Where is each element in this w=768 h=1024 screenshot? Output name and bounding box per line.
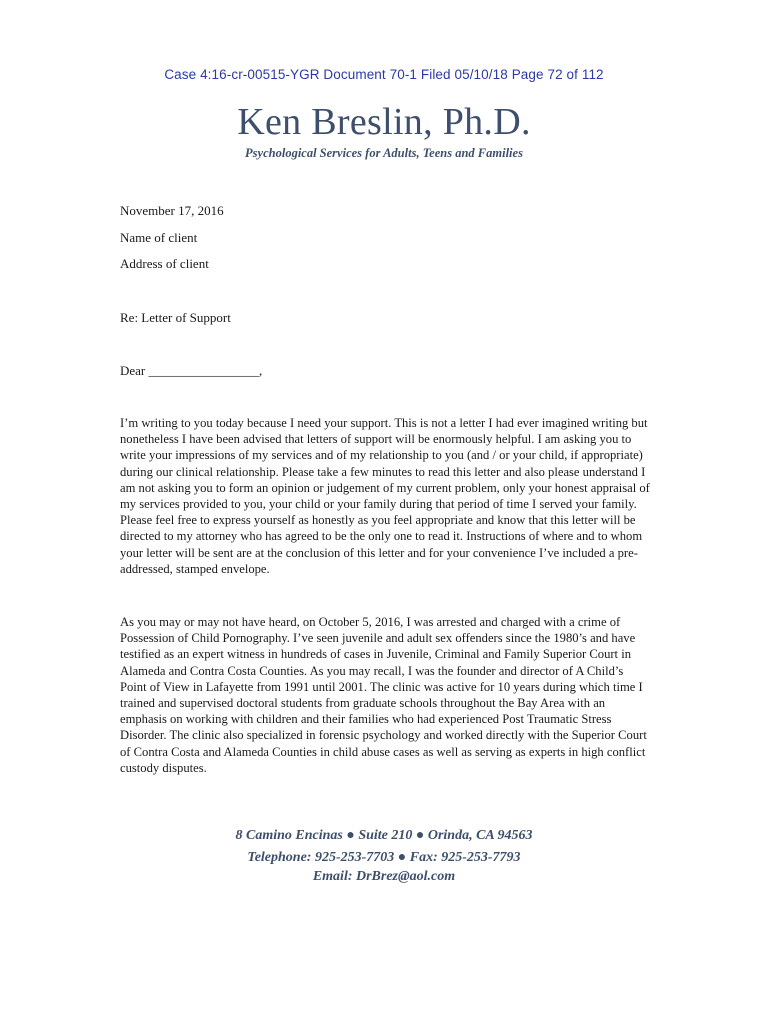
footer-address: 8 Camino Encinas ● Suite 210 ● Orinda, CA 94563	[235, 828, 533, 843]
body-paragraph: I’m writing to you today because I need your support. This is not a letter I had ever imagined writing but nonetheless I have been advised that letters of support will be enormously helpful. I am asking you to write your impressions of my services and of my relationship to you (and / or your child, if appropriate) during our clinical relationship. Please take a few minutes to read this letter and also please understand I am not asking you to form an opinion or judgement of my current problem, only your honest appraisal of my services provided to you, your child or your family during that period of time I served your family. Please feel free to express yourself as honestly as you feel appropriate and know that this letter will be directed to my attorney who has agreed to be the only one to read it. Instructions of where and to whom your letter will be sent are at the conclusion of this letter and for your convenience I’ve included a pre-addressed, stamped envelope.	[120, 416, 650, 576]
recipient-address: Address of client	[120, 256, 209, 271]
footer-phones: Telephone: 925-253-7703 ● Fax: 925-253-7793	[247, 850, 521, 865]
body-paragraph: As you may or may not have heard, on October 5, 2016, I was arrested and charged with a crime of Possession of Child Pornography. I’ve seen juvenile and adult sex offenders since the 1980’s and have testified as an expert witness in hundreds of cases in Juvenile, Criminal and Family Superior Court in Alameda and Contra Costa Counties. As you may recall, I was the founder and director of A Child’s Point of View in Lafayette from 1991 until 2001. The clinic was active for 10 years during which time I trained and supervised doctoral students from graduate schools throughout the Bay Area with an emphasis on working with children and their families who had experienced Post Traumatic Stress Disorder. The clinic also specialized in forensic psychology and worked directly with the Superior Court of Contra Costa and Alameda Counties in child abuse cases as well as serving as experts in high conflict custody disputes.	[120, 615, 647, 775]
court-case-header: Case 4:16-cr-00515-YGR Document 70-1 Filed 05/10/18 Page 72 of 112	[164, 67, 604, 82]
footer-email: Email: DrBrez@aol.com	[312, 869, 456, 884]
recipient-name: Name of client	[120, 230, 198, 245]
subject-line: Re: Letter of Support	[120, 310, 231, 325]
letterhead-tagline: Psychological Services for Adults, Teens and Families	[245, 146, 523, 160]
letter-date: November 17, 2016	[120, 203, 224, 218]
salutation: Dear _________________,	[120, 363, 263, 378]
letterhead-name: Ken Breslin, Ph.D.	[237, 101, 531, 143]
